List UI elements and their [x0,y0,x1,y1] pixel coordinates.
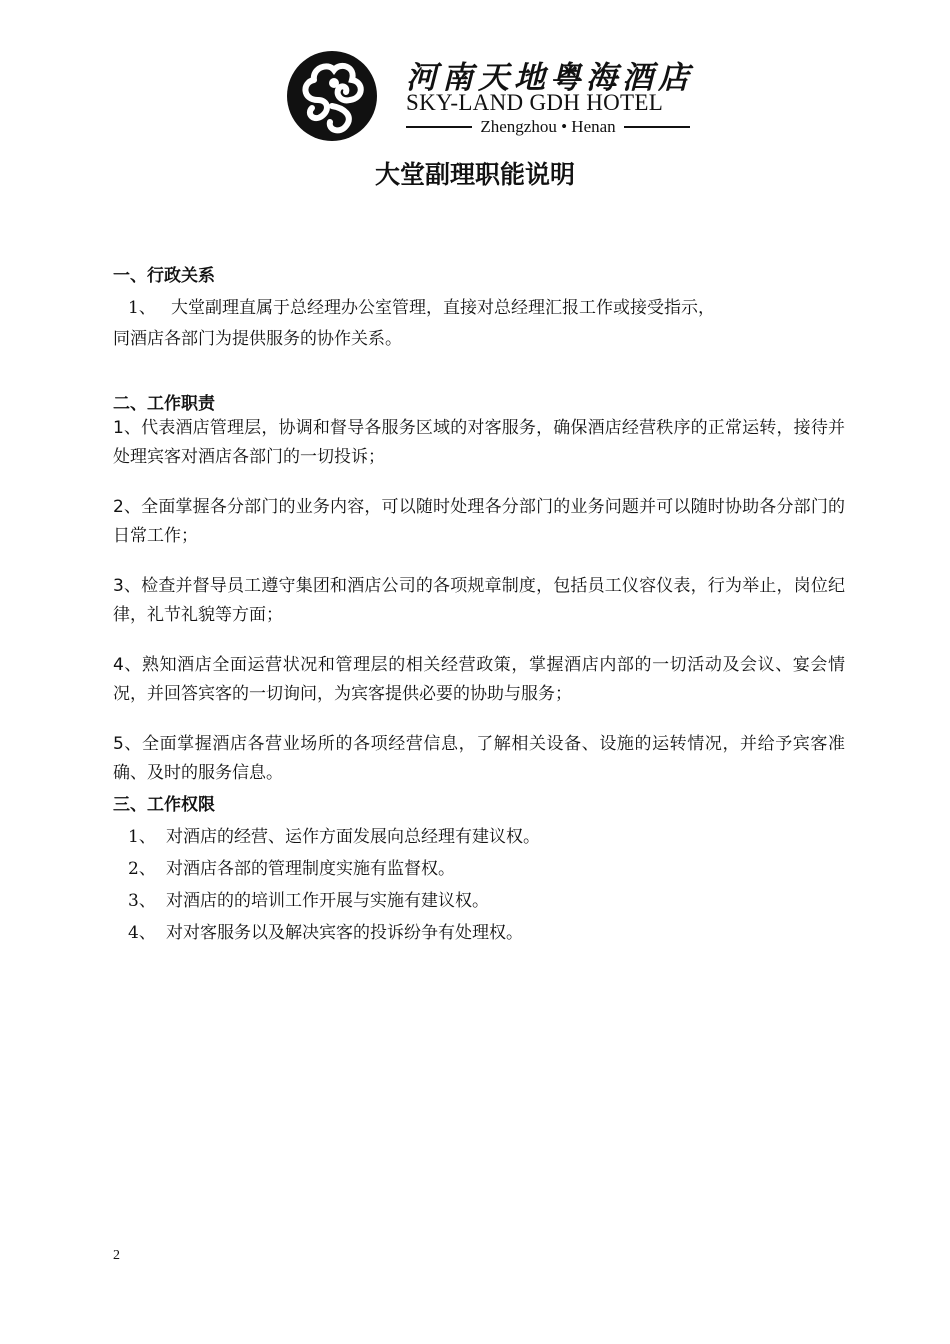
brand-name-chinese: 河南天地粤海酒店 [406,60,694,96]
brand-location: Zhengzhou • Henan [480,117,616,136]
duty-paragraph: 4、熟知酒店全面运营状况和管理层的相关经营政策，掌握酒店内部的一切活动及会议、宴会情况，并回答宾客的一切询问，为宾客提供必要的协助与服务； [113,655,845,704]
list-item [128,854,455,879]
list-text: 对对客服务以及解决宾客的投诉纷争有处理权。 [166,923,523,943]
duty-paragraph: 3、检查并督导员工遵守集团和酒店公司的各项规章制度，包括员工仪容仪表，行为举止，岗位纪律，礼节礼貌等方面； [113,576,845,625]
brand-location-row [406,116,690,138]
list-text: 对酒店的经营、运作方面发展向总经理有建议权。 [166,827,540,847]
list-number: 2、 [128,859,156,879]
list-text: 大堂副理直属于总经理办公室管理，直接对总经理汇报工作或接受指示， [171,298,715,318]
section-heading: 二、工作职责 [113,394,215,414]
list-number: 4、 [128,923,156,943]
duty-paragraph: 1、代表酒店管理层，协调和督导各服务区域的对客服务，确保酒店经营秩序的正常运转，接待并处理宾客对酒店各部门的一切投诉； [113,418,845,467]
duty-paragraph: 2、全面掌握各分部门的业务内容，可以随时处理各分部门的业务问题并可以随时协助各分部门的日常工作； [113,497,845,546]
list-item [128,822,540,847]
list-item [128,918,523,943]
section-heading: 三、工作权限 [113,795,215,815]
list-text-continuation: 同酒店各部门为提供服务的协作关系。 [113,329,402,349]
list-number: 3、 [128,891,156,911]
list-number: 1、 [128,298,156,318]
document-title: 大堂副理职能说明 [374,160,575,189]
page-number: 2 [113,1248,120,1263]
divider [624,126,690,128]
list-item [128,886,489,911]
section-heading: 一、行政关系 [113,266,215,286]
brand-name-english: SKY-LAND GDH HOTEL [406,90,664,115]
list-number: 1、 [128,827,156,847]
cloud-swirl-logo-icon [284,50,380,142]
list-item [128,293,715,318]
hotel-letterhead [284,50,694,145]
divider [406,126,472,128]
list-text: 对酒店各部的管理制度实施有监督权。 [166,859,455,879]
list-text: 对酒店的的培训工作开展与实施有建议权。 [166,891,489,911]
duty-paragraph: 5、全面掌握酒店各营业场所的各项经营信息，了解相关设备、设施的运转情况，并给予宾客准确、及时的服务信息。 [113,734,845,783]
